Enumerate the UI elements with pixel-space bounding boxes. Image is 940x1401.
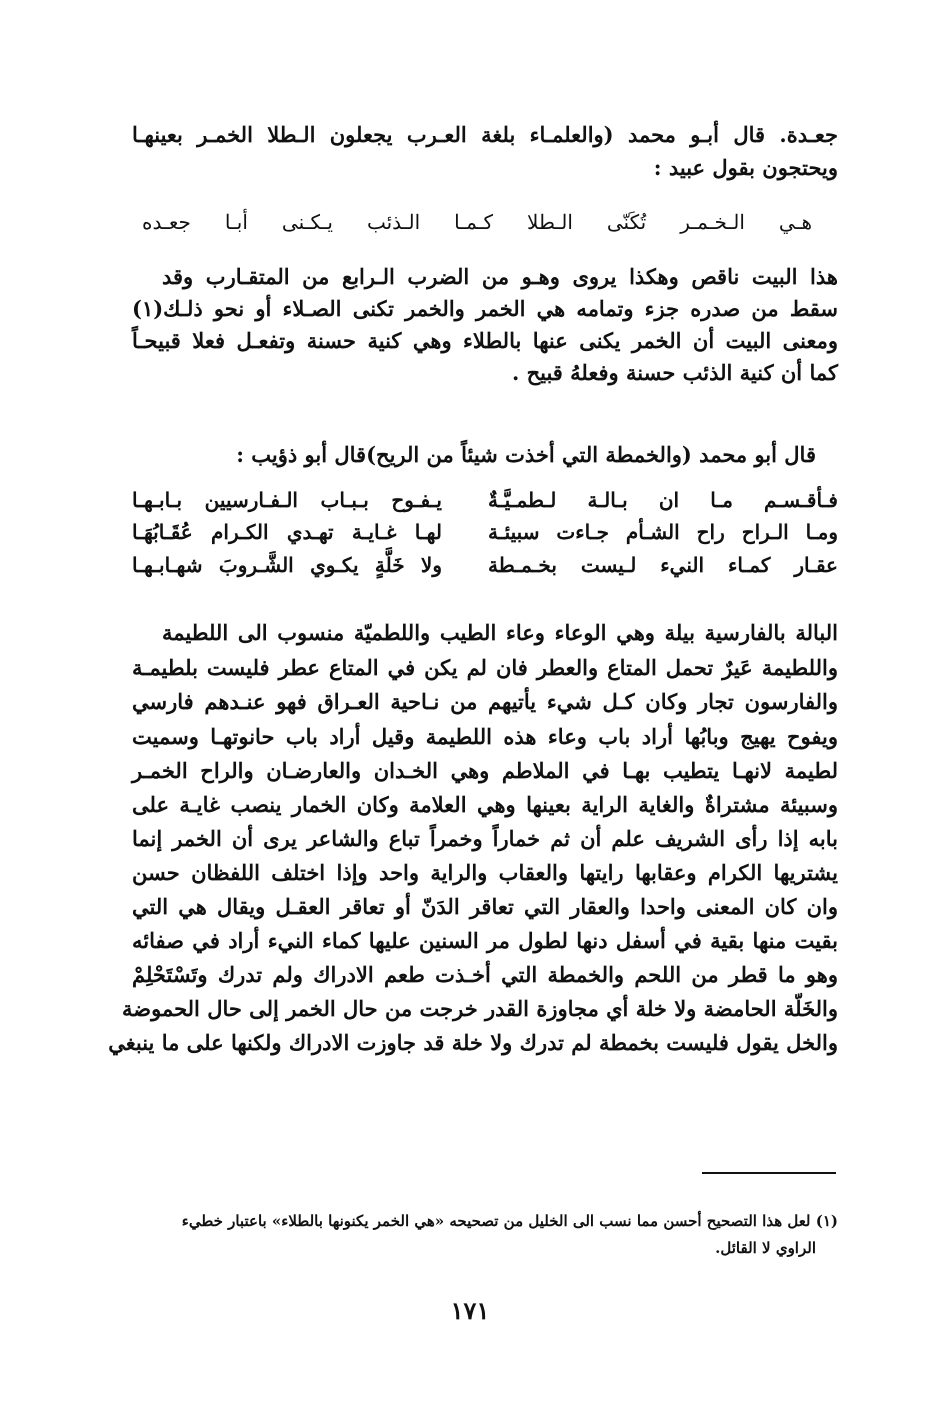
text-line: وان كان المعنى واحدا والعقار التي تعاقر الدَنّ أو تعاقر العقـل ويقال هي التي	[132, 894, 838, 919]
text-line: البالة بالفارسية بيلة وهي الوعاء وعاء الطيب واللطميّة منسوب الى اللطيمة	[162, 620, 838, 645]
text-line: والفارسون تجار وكان كـل شيء يأتيهم من نـاحية العـراق فهو عنـدهم فارسي	[132, 689, 838, 714]
footnote-separator	[702, 1172, 836, 1174]
text-line: سقط من صدره جزء وتمامه هي الخمر والخمر تكنى الصـلاء أو نحو ذلـك(١)	[132, 296, 838, 321]
text-line: يشتريها الكرام وعقابها رايتها والعقاب والراية واحد وإذا اختلف اللفظان حسن	[132, 860, 838, 885]
text-line: هذا البيت ناقص وهكذا يروى وهـو من الضرب الـرابع من المتقـارب وقد	[162, 264, 838, 289]
verse-hemistich: يـفـوح بـبـاب الـفـارسيين بـابـهـا	[132, 488, 442, 512]
text-line: والخَلّة الحامضة ولا خلة أي مجاوزة القدر خرجت من حال الخمر إلى حال الحموضة	[122, 996, 838, 1021]
text-line: والخل يقول فليست بخمطة لم تدرك ولا خلة قد جاوزت الادراك ولكنها على ما ينبغي	[108, 1030, 838, 1055]
verse-hemistich: لهـا غـايـة تهـدي الكـرام عُقَـابُهَـا	[132, 520, 442, 544]
text-line: قال أبو محمد (والخمطة التي أخذت شيئاً من الريح)قال أبو ذؤيب :	[236, 442, 816, 467]
text-line: ومعنى البيت أن الخمر يكنى عنها بالطلاء وهي كنية حسنة وتفعـل فعلا قبيحـاً	[132, 328, 838, 353]
footnote-line: الراوي لا القائل.	[715, 1239, 816, 1257]
text-line: بقيت منها بقية في أسفل دنها لطول مر السنين عليها كماء النيء أراد في صفائه	[132, 928, 838, 953]
verse-hemistich: ومـا الـراح راح الشـأم جـاءت سبيئـة	[488, 520, 838, 544]
text-line: بابه إذا رأى الشريف علم أن ثم خماراً وخمراً تباع والشاعر يرى أن الخمر إنما	[132, 826, 838, 851]
text-line: واللطيمة عَيرٌ تحمل المتاع والعطر فان لم يكن في المتاع عطر فليست بلطيمـة	[132, 655, 838, 680]
footnote-line: (١) لعل هذا التصحيح أحسن مما نسب الى الخليل من تصحيحه «هي الخمر يكنونها بالطلاء» باعتبار خطيء	[181, 1212, 838, 1230]
verse-hemistich: ولا خَلَّةٍ يكـوي الشَّـروبَ شهـابـهـا	[132, 553, 442, 577]
text-line: لطيمة لانهـا يتطيب بهـا في الملاطم وهي الخـدان والعارضـان والراح الخمـر	[132, 758, 838, 783]
text-line: جعـدة. قال أبـو محمد (والعلمـاء بلغة العـرب يجعلون الـطلا الخمـر بعينهـا	[132, 122, 838, 147]
text-line: كما أن كنية الذئب حسنة وفعلهُ قبيح .	[511, 360, 838, 385]
verse-hemistich: عقـار كمـاء النيء لـيست بخـمـطة	[488, 553, 838, 577]
text-line: ويفوح يهيج وبابُها أراد باب وعاء هذه اللطيمة وقيل أراد باب حانوتهـا وسميت	[132, 724, 838, 749]
text-line: وهو ما قطر من اللحم والخمطة التي أخـذت طعم الادراك ولم تدرك وتَسْتَحْلِمْ	[132, 962, 838, 987]
text-line: ويحتجون بقول عبيد :	[653, 155, 838, 180]
verse-hemistich: فـأقـسـم مـا ان بـالـة لـطمـيَّـةٌ	[488, 488, 838, 512]
text-line: وسبيئة مشتراةٌ والغاية الراية بعينها وهي العلامة وكان الخمار ينصب غايـة على	[132, 792, 838, 817]
verse-line: هـي الـخـمـر تُكَنّى الـطلا كـمـا الـذئب يـكـنى أبـا جعـده	[142, 210, 812, 234]
page-number: ١٧١	[450, 1296, 490, 1325]
